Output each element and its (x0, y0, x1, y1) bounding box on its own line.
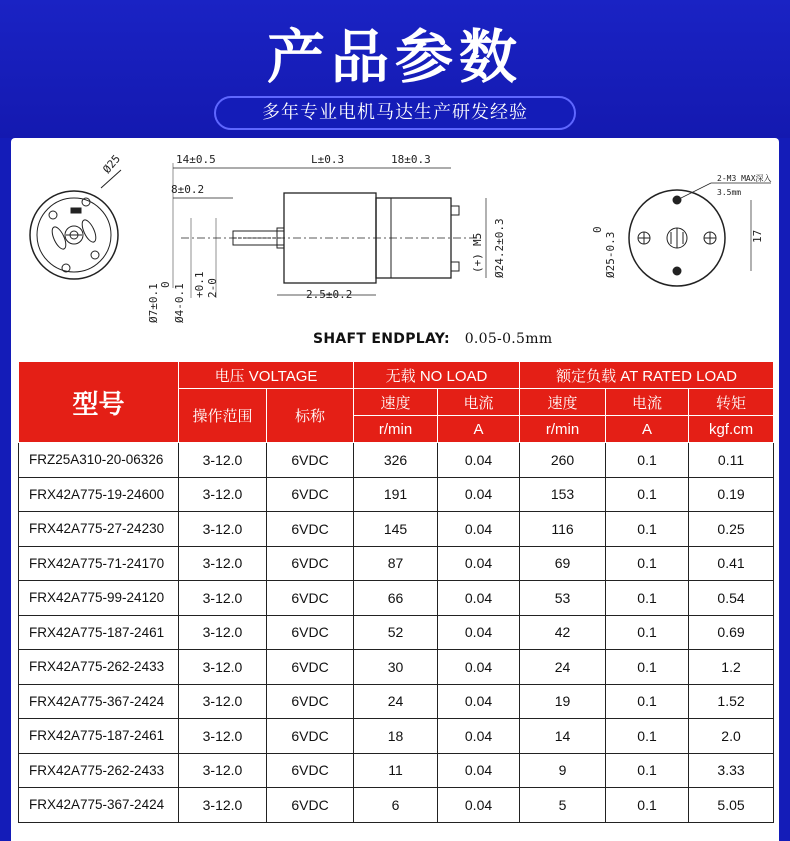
dim-d25: Ø25 (100, 152, 124, 176)
dim-d14: 14±0.5 (176, 153, 216, 166)
cell-noload-speed: 24 (354, 684, 438, 719)
header-row-1 (19, 362, 774, 389)
table-row (19, 512, 774, 547)
cell-nominal: 6VDC (267, 615, 354, 650)
cell-rated-current: 0.1 (606, 477, 689, 512)
cell-range: 3-12.0 (179, 753, 267, 788)
voltage-header: 电压 VOLTAGE (179, 362, 354, 389)
cell-noload-current: 0.04 (438, 788, 520, 823)
table-row (19, 581, 774, 616)
cell-noload-current: 0.04 (438, 546, 520, 581)
cell-rated-speed: 24 (520, 650, 606, 685)
table-row (19, 684, 774, 719)
cell-noload-speed: 30 (354, 650, 438, 685)
cell-noload-current: 0.04 (438, 512, 520, 547)
unit-current: A (438, 416, 520, 443)
unit-torque: kgf.cm (689, 416, 774, 443)
dim-d7: Ø7±0.1 (147, 283, 160, 323)
cell-model: FRX42A775-262-2433 (19, 650, 179, 685)
table-row (19, 615, 774, 650)
dim-m3b: 3.5mm (717, 188, 742, 197)
cell-model: FRX42A775-187-2461 (19, 615, 179, 650)
cell-range: 3-12.0 (179, 615, 267, 650)
cell-rated-current: 0.1 (606, 443, 689, 478)
cell-model: FRX42A775-187-2461 (19, 719, 179, 754)
cell-rated-current: 0.1 (606, 615, 689, 650)
spec-table (18, 361, 774, 823)
rated-current-header: 电流 (606, 389, 689, 416)
table-row (19, 650, 774, 685)
cell-noload-speed: 11 (354, 753, 438, 788)
left-end-view (30, 170, 121, 279)
cell-rated-current: 0.1 (606, 581, 689, 616)
cell-rated-current: 0.1 (606, 788, 689, 823)
cell-range: 3-12.0 (179, 719, 267, 754)
model-header: 型号 (19, 362, 179, 443)
cell-rated-speed: 42 (520, 615, 606, 650)
table-row (19, 753, 774, 788)
cell-torque: 0.11 (689, 443, 774, 478)
cell-rated-speed: 5 (520, 788, 606, 823)
cell-noload-speed: 52 (354, 615, 438, 650)
dim-dplus: (+) (471, 253, 484, 273)
cell-torque: 0.54 (689, 581, 774, 616)
cell-model: FRX42A775-71-24170 (19, 546, 179, 581)
cell-model: FRX42A775-367-2424 (19, 788, 179, 823)
cell-noload-speed: 145 (354, 512, 438, 547)
cell-rated-current: 0.1 (606, 684, 689, 719)
cell-torque: 0.41 (689, 546, 774, 581)
cell-range: 3-12.0 (179, 581, 267, 616)
cell-noload-speed: 191 (354, 477, 438, 512)
right-end-view (629, 183, 771, 286)
cell-range: 3-12.0 (179, 788, 267, 823)
cell-model: FRX42A775-19-24600 (19, 477, 179, 512)
current-header: 电流 (438, 389, 520, 416)
dim-d17: 17 (751, 229, 764, 243)
cell-noload-current: 0.04 (438, 477, 520, 512)
range-header: 操作范围 (179, 389, 267, 443)
dim-d25c: Ø25-0.3 (604, 231, 617, 278)
cell-rated-current: 0.1 (606, 546, 689, 581)
torque-header: 转矩 (689, 389, 774, 416)
cell-rated-current: 0.1 (606, 650, 689, 685)
cell-rated-speed: 14 (520, 719, 606, 754)
cell-rated-speed: 9 (520, 753, 606, 788)
cell-nominal: 6VDC (267, 719, 354, 754)
dim-dL: L±0.3 (311, 153, 345, 166)
cell-rated-speed: 53 (520, 581, 606, 616)
cell-torque: 2.0 (689, 719, 774, 754)
dim-d25b: 2.5±0.2 (306, 288, 353, 301)
cell-rated-speed: 19 (520, 684, 606, 719)
cell-range: 3-12.0 (179, 546, 267, 581)
endplay-value: 0.05-0.5mm (464, 331, 553, 347)
content-panel (11, 138, 779, 841)
cell-range: 3-12.0 (179, 512, 267, 547)
page-title: 产品参数 (266, 23, 523, 91)
noload-header: 无载 NO LOAD (354, 362, 520, 389)
speed-header: 速度 (354, 389, 438, 416)
cell-rated-current: 0.1 (606, 512, 689, 547)
unit-rated-speed: r/min (520, 416, 606, 443)
dim-d242: Ø24.2±0.3 (493, 218, 506, 278)
nominal-header: 标称 (267, 389, 354, 443)
shaft-endplay (313, 331, 552, 347)
cell-nominal: 6VDC (267, 753, 354, 788)
cell-noload-speed: 18 (354, 719, 438, 754)
rated-speed-header: 速度 (520, 389, 606, 416)
cell-nominal: 6VDC (267, 443, 354, 478)
cell-rated-speed: 69 (520, 546, 606, 581)
dim-d8: 8±0.2 (171, 183, 205, 196)
cell-noload-current: 0.04 (438, 581, 520, 616)
cell-model: FRX42A775-99-24120 (19, 581, 179, 616)
table-row (19, 443, 774, 478)
cell-noload-speed: 66 (354, 581, 438, 616)
cell-rated-current: 0.1 (606, 719, 689, 754)
unit-speed: r/min (354, 416, 438, 443)
cell-torque: 0.25 (689, 512, 774, 547)
cell-noload-current: 0.04 (438, 753, 520, 788)
cell-torque: 1.52 (689, 684, 774, 719)
cell-model: FRX42A775-27-24230 (19, 512, 179, 547)
cell-rated-speed: 116 (520, 512, 606, 547)
dim-dM5: M5 (471, 232, 484, 246)
page-header (0, 0, 790, 138)
cell-noload-current: 0.04 (438, 443, 520, 478)
table-row (19, 546, 774, 581)
spec-table-body (19, 362, 774, 823)
dim-d4: Ø4-0.1 (173, 283, 186, 323)
cell-nominal: 6VDC (267, 581, 354, 616)
cell-torque: 5.05 (689, 788, 774, 823)
dim-m3: 2-M3 MAX深入 (717, 174, 772, 183)
cell-torque: 0.19 (689, 477, 774, 512)
cell-torque: 1.2 (689, 650, 774, 685)
cell-nominal: 6VDC (267, 546, 354, 581)
rated-header: 额定负载 AT RATED LOAD (520, 362, 774, 389)
dim-d18: 18±0.3 (391, 153, 431, 166)
cell-rated-current: 0.1 (606, 753, 689, 788)
table-row (19, 788, 774, 823)
cell-rated-speed: 260 (520, 443, 606, 478)
dim-d4b: 0 (159, 281, 172, 288)
page-subtitle: 多年专业电机马达生产研发经验 (214, 96, 576, 130)
unit-rated-current: A (606, 416, 689, 443)
motor-technical-drawing (11, 138, 779, 358)
cell-noload-current: 0.04 (438, 719, 520, 754)
cell-range: 3-12.0 (179, 684, 267, 719)
cell-nominal: 6VDC (267, 684, 354, 719)
cell-model: FRX42A775-367-2424 (19, 684, 179, 719)
cell-nominal: 6VDC (267, 512, 354, 547)
cell-torque: 3.33 (689, 753, 774, 788)
cell-range: 3-12.0 (179, 443, 267, 478)
table-row (19, 719, 774, 754)
cell-model: FRX42A775-262-2433 (19, 753, 179, 788)
cell-noload-speed: 326 (354, 443, 438, 478)
cell-noload-current: 0.04 (438, 615, 520, 650)
dim-d25c0: 0 (591, 226, 604, 233)
cell-model: FRZ25A310-20-06326 (19, 443, 179, 478)
cell-noload-speed: 87 (354, 546, 438, 581)
cell-range: 3-12.0 (179, 477, 267, 512)
cell-noload-current: 0.04 (438, 684, 520, 719)
cell-range: 3-12.0 (179, 650, 267, 685)
side-view (173, 163, 486, 298)
dim-d2: +0.1 (193, 271, 206, 298)
dim-d2b: 2-0 (206, 278, 219, 298)
cell-nominal: 6VDC (267, 477, 354, 512)
endplay-label: SHAFT ENDPLAY: (313, 331, 450, 347)
cell-rated-speed: 153 (520, 477, 606, 512)
cell-noload-speed: 6 (354, 788, 438, 823)
cell-torque: 0.69 (689, 615, 774, 650)
table-row (19, 477, 774, 512)
cell-nominal: 6VDC (267, 788, 354, 823)
cell-noload-current: 0.04 (438, 650, 520, 685)
cell-nominal: 6VDC (267, 650, 354, 685)
